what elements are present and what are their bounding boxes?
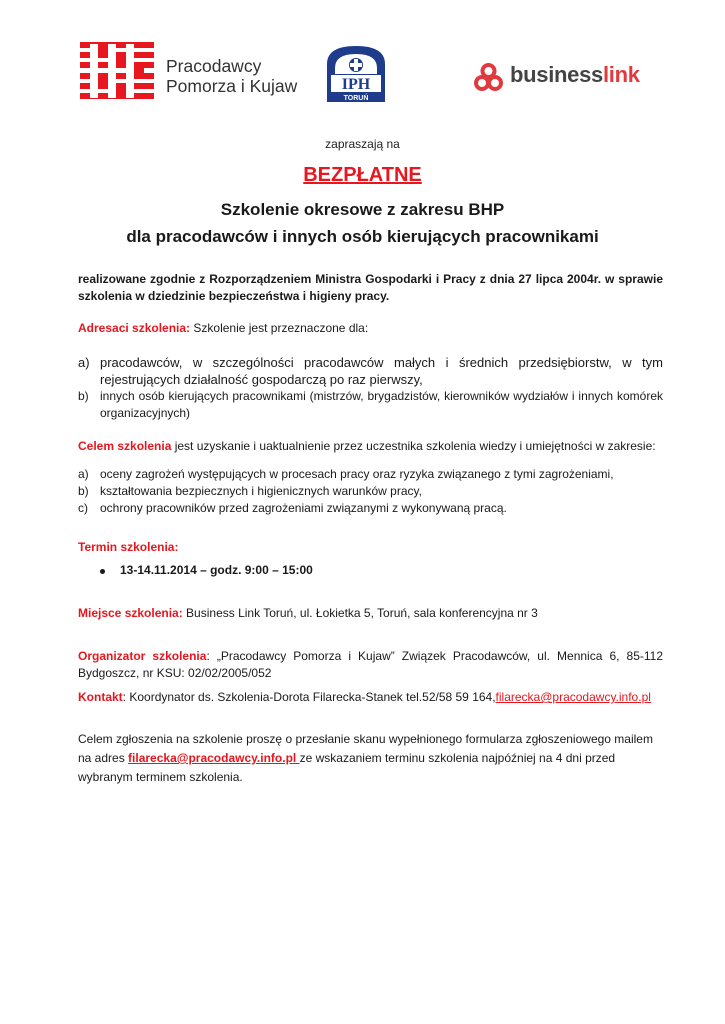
list-item-text: oceny zagrożeń występujących w procesach pracy oraz ryzyka związanego z tymi zagrożeniami, [100,467,614,481]
iph-crest-icon [325,44,387,104]
list-marker: b) [78,389,89,403]
list-marker: c) [78,501,88,515]
regulation-paragraph: realizowane zgodnie z Rozporządzeniem Ministra Gospodarki i Pracy z dnia 27 lipca 2004r. w sprawie szkolenia w dziedzinie bezpieczeństwa i higieny pracy. [78,272,663,303]
organizer-text: : „Pracodawcy Pomorza i Kujaw” Związek Pracodawców, ul. Mennica 6, 85-112 Bydgoszcz, nr KSU: 02/02/2005/052 [78,649,664,680]
place-text: Business Link Toruń, ul. Łokietka 5, Toruń, sala konferencyjna nr 3 [182,606,538,620]
signup-text-after: ze wskazaniem terminu szkolenia najpóźniej na 4 dni przed wybranym terminem szkolenia. [78,751,616,784]
signup-text-before: Celem zgłoszenia na szkolenie proszę o przesłanie skanu wypełnionego formularza zgłoszeniowego mailem na adres [78,732,653,765]
list-item [78,483,663,500]
goal-list [78,466,663,517]
term-label: Termin szkolenia: [78,540,179,554]
audience-list [78,354,663,422]
businesslink-wordmark [510,62,640,88]
audience-text: Szkolenie jest przeznaczone dla: [190,321,369,335]
ppk-line2: Pomorza i Kujaw [166,76,298,96]
contact-paragraph [78,689,663,706]
bl-business: business [510,62,603,87]
ppk-line1: Pracodawcy [166,56,262,76]
bl-link: link [602,62,640,87]
place-paragraph [78,605,663,622]
list-item [78,500,663,517]
ppk-stripes-icon [80,42,154,100]
list-item [78,466,663,483]
organizer-paragraph [78,648,663,682]
contact-email-link[interactable]: filarecka@pracodawcy.info.pl [495,690,651,704]
ppk-logo [80,42,310,102]
list-marker: a) [78,355,90,370]
free-heading: BEZPŁATNE [303,164,422,186]
goal-paragraph [78,438,663,455]
businesslink-mark-icon [472,59,506,93]
list-item [78,354,663,388]
goal-text: jest uzyskanie i uaktualnienie przez uczestnika szkolenia wiedzy i umiejętności w zakresie: [171,439,656,453]
businesslink-logo [472,55,672,95]
place-label: Miejsce szkolenia: [78,606,183,620]
list-marker: a) [78,467,89,481]
list-item-text: innych osób kierujących pracownikami (mistrzów, brygadzistów, kierowników wydziałów i innych komórek organizacyjnych) [100,389,663,420]
training-title: Szkolenie okresowe z zakresu BHP [220,200,505,219]
signup-paragraph [78,730,663,787]
iph-city: TORUŃ [343,95,369,102]
audience-paragraph [78,320,663,337]
list-item-text: ochrony pracowników przed zagrożeniami związanymi z wykonywaną pracą. [100,501,507,515]
training-subtitle: dla pracodawców i innych osób kierujących pracownikami [126,227,599,246]
goal-label: Celem szkolenia [78,439,172,453]
contact-label: Kontakt [78,690,123,704]
iph-logo [325,44,387,104]
audience-label: Adresaci szkolenia: [78,321,191,335]
list-marker: b) [78,484,89,498]
term-heading [78,539,663,556]
organizer-label: Organizator szkolenia [78,649,207,663]
contact-text: : Koordynator ds. Szkolenia-Dorota Filarecka-Stanek tel.52/58 59 164, [122,690,496,704]
list-item-text: pracodawców, w szczególności pracodawców małych i średnich przedsiębiorstw, w tym rejestrujących działalność gospodarczą po raz pierwszy, [100,355,663,387]
list-item-text: kształtowania bezpiecznych i higienicznych warunków pracy, [100,484,422,498]
ppk-logo-text [166,56,297,96]
list-item [78,388,663,422]
invite-line: zapraszają na [325,137,400,151]
bullet-icon [100,569,105,574]
signup-email-link[interactable]: filarecka@pracodawcy.info.pl [128,751,300,765]
iph-label: IPH [341,76,371,93]
term-date: 13-14.11.2014 – godz. 9:00 – 15:00 [120,563,313,577]
